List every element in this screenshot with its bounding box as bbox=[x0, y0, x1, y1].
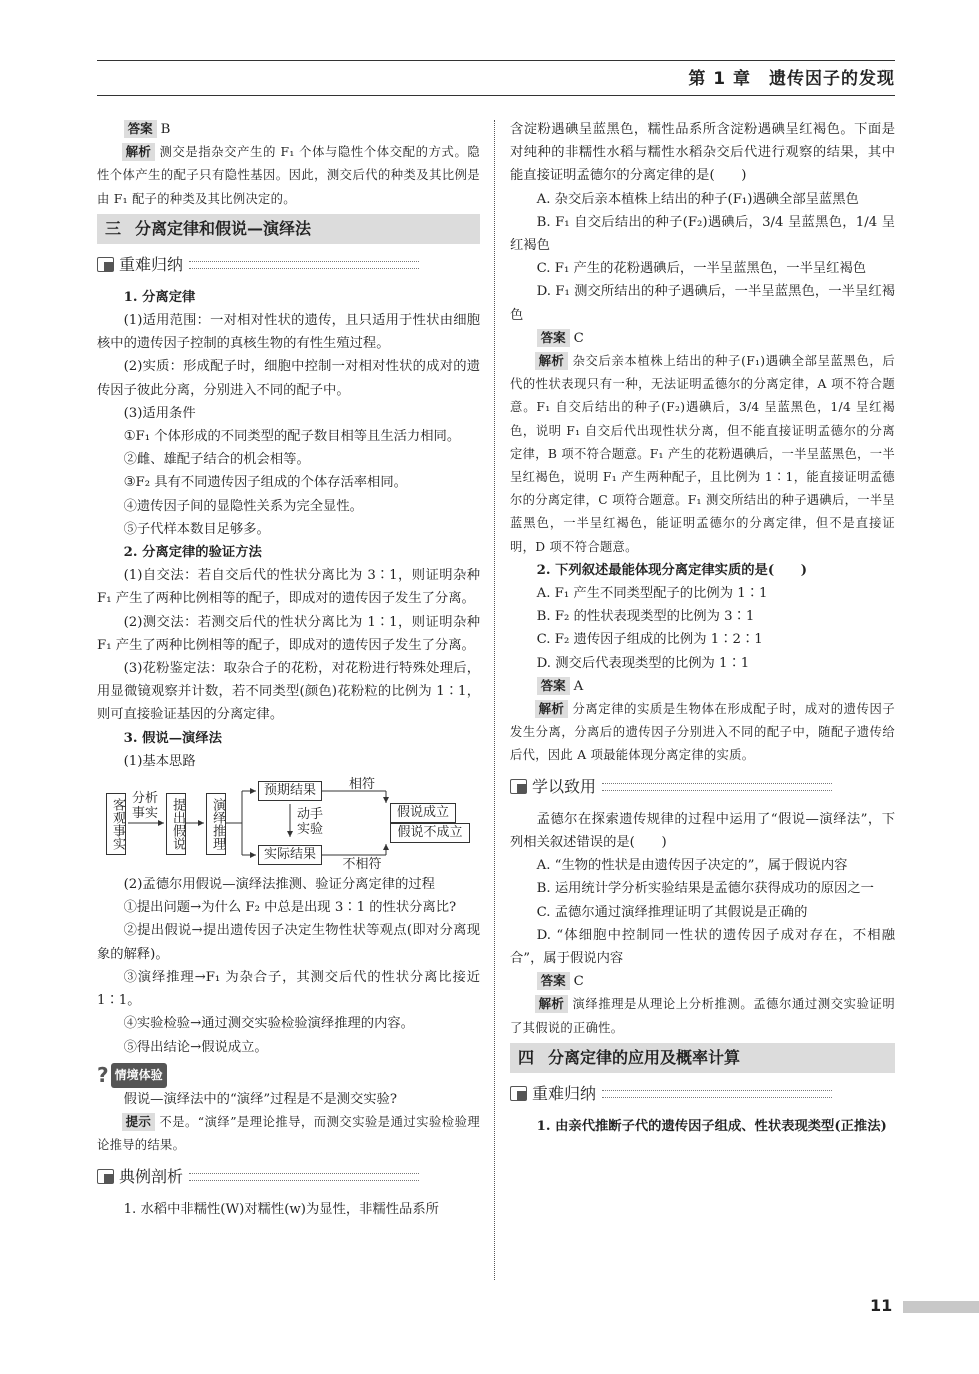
option-b: B. F₁ 自交后结出的种子(F₂)遇碘后，3/4 呈蓝黑色，1/4 呈红褐色 bbox=[510, 214, 895, 254]
answer-value: C bbox=[573, 974, 584, 990]
paragraph: ①提出问题→为什么 F₂ 中总是出现 3∶1 的性状分离比? bbox=[123, 900, 457, 916]
paragraph: 3. 假说—演绎法 bbox=[123, 730, 222, 746]
answer-line bbox=[510, 970, 895, 993]
section-number: 三 bbox=[105, 219, 122, 239]
paragraph: ②雌、雄配子结合的机会相等。 bbox=[123, 452, 310, 468]
analysis-text: 杂交后亲本植株上结出的种子(F₁)遇碘全部呈蓝黑色，后代的性状表现只有一种，无法证明孟德尔的分离定律，A 项不符合题意。F₁ 自交后结出的种子(F₂)遇碘后，3/4 呈蓝黑色，1/4 呈红褐色，说明 F₁ 自交后代出现性状分离，但不能直接证明孟德尔的分离定律，B 项不符合题意。F₁ 产生的花粉遇碘后，一半呈蓝黑色，一半呈红褐色，说明 F₁ 产生两种配子，且比例为 1∶1，能直接证明孟德尔的分离定律，C 项符合题意。F₁ 测交所结出的种子遇碘后，一半呈蓝黑色，一半呈红褐色，能证明孟德尔的分离定律，但不是直接证明，D 项不符合题意。 bbox=[510, 354, 895, 554]
question-2: 2. 下列叙述最能体现分离定律实质的是( ) bbox=[536, 562, 808, 578]
question-1-start: 1. 水稻中非糯性(W)对糯性(w)为显性，非糯性品系所 bbox=[123, 1201, 439, 1217]
paragraph: ③F₂ 具有不同遗传因子组成的个体存活率相同。 bbox=[123, 475, 407, 491]
note-icon bbox=[510, 779, 527, 794]
option-d: D. 测交后代表现类型的比例为 1∶1 bbox=[536, 655, 750, 671]
page-header bbox=[97, 64, 895, 94]
dotted-rule bbox=[602, 783, 832, 791]
paragraph: (1)适用范围：一对相对性状的遗传，且只适用于性状由细胞核中的遗传因子控制的真核生物的有性生殖过程。 bbox=[97, 313, 480, 352]
paragraph: (3)花粉鉴定法：取杂合子的花粉，对花粉进行特殊处理后，用显微镜观察并计数，若不同类型(颜色)花粉粒的比例为 1∶1，则可直接验证基因的分离定律。 bbox=[97, 661, 480, 723]
option-c: C. F₂ 遗传因子组成的比例为 1∶2∶1 bbox=[536, 632, 763, 648]
subheading-text: 重难归纳 bbox=[119, 255, 184, 275]
analysis-paragraph bbox=[510, 993, 895, 1039]
option-a: A. “生物的性状是由遗传因子决定的”，属于假说内容 bbox=[536, 858, 848, 874]
box-hypothesis-fails: 假说不成立 bbox=[390, 823, 470, 843]
paragraph: (1)基本思路 bbox=[123, 753, 196, 769]
hypothesis-deduction-flowchart bbox=[102, 777, 477, 873]
label-analyze-fact: 分析 事实 bbox=[131, 791, 158, 822]
option-b: B. F₂ 的性状表现类型的比例为 3∶1 bbox=[536, 609, 755, 625]
hint-tag: 提示 bbox=[122, 1113, 156, 1131]
scenario-question: 假说—演绎法中的“演绎”过程是不是测交实验? bbox=[123, 1091, 397, 1107]
page-number: 11 bbox=[870, 1296, 893, 1315]
box-propose-hypothesis: 提出假说 bbox=[166, 793, 186, 855]
section-title: 分离定律的应用及概率计算 bbox=[548, 1048, 741, 1068]
answer-tag: 答案 bbox=[124, 120, 157, 138]
analysis-tag: 解析 bbox=[535, 995, 569, 1013]
label-hands-on-experiment: 动手 实验 bbox=[296, 807, 323, 838]
answer-value: B bbox=[160, 122, 171, 137]
analysis-text: 演绎推理是从理论上分析推测。孟德尔通过测交实验证明了其假说的正确性。 bbox=[510, 997, 895, 1035]
answer-tag: 答案 bbox=[537, 677, 570, 695]
answer-tag: 答案 bbox=[537, 972, 570, 990]
left-column bbox=[97, 118, 480, 1221]
analysis-text: 分离定律的实质是生物体在形成配子时，成对的遗传因子发生分离，分离后的遗传因子分别进入不同的配子中，随配子遗传给后代，因此 A 项最能体现分离定律的实质。 bbox=[510, 702, 895, 763]
question-1-continued: 含淀粉遇碘呈蓝黑色，糯性品系所含淀粉遇碘呈红褐色。下面是对纯种的非糯性水稻与糯性水稻杂交后代进行观察的结果，其中能直接证明孟德尔的分离定律的是( ) bbox=[510, 122, 895, 184]
paragraph: ⑤得出结论→假说成立。 bbox=[123, 1039, 268, 1055]
subheading-example bbox=[97, 1162, 480, 1192]
box-expected-result: 预期结果 bbox=[258, 781, 322, 801]
scenario-tag: 情境体验 bbox=[111, 1063, 167, 1088]
option-c: C. F₁ 产生的花粉遇碘后，一半呈蓝黑色，一半呈红褐色 bbox=[536, 261, 867, 277]
analysis-tag: 解析 bbox=[122, 143, 156, 161]
dotted-rule bbox=[189, 261, 419, 269]
analysis-text: 测交是指杂交产生的 F₁ 个体与隐性个体交配的方式。隐性个体产生的配子只有隐性基因。因此，测交后代的种类及其比例是由 F₁ 配子的种类及其比例决定的。 bbox=[97, 145, 480, 206]
analysis-paragraph bbox=[97, 141, 480, 211]
subheading-apply bbox=[510, 772, 895, 802]
scenario-heading bbox=[97, 1063, 480, 1088]
hint-paragraph bbox=[97, 1111, 480, 1157]
section-title: 分离定律和假说—演绎法 bbox=[135, 219, 312, 239]
box-hypothesis-holds: 假说成立 bbox=[390, 803, 456, 823]
dotted-rule bbox=[189, 1173, 419, 1181]
paragraph: (2)实质：形成配子时，细胞中控制一对相对性状的成对的遗传因子彼此分离，分别进入不同的配子中。 bbox=[97, 359, 480, 398]
section-heading-3 bbox=[97, 214, 480, 244]
right-column bbox=[510, 118, 895, 1138]
paragraph: 1. 分离定律 bbox=[123, 289, 196, 305]
dotted-rule bbox=[602, 1090, 832, 1098]
column-divider bbox=[494, 120, 495, 1280]
header-bottom-rule bbox=[97, 95, 895, 96]
option-d: D. F₁ 测交所结出的种子遇碘后，一半呈蓝黑色，一半呈红褐色 bbox=[510, 284, 895, 323]
box-objective-fact: 客观事实 bbox=[106, 793, 126, 855]
hint-text: 不是。“演绎”是理论推导，而测交实验是通过实验检验理论推导的结果。 bbox=[97, 1115, 480, 1153]
header-top-rule bbox=[97, 60, 895, 61]
paragraph: ⑤子代样本数目足够多。 bbox=[123, 521, 270, 537]
section-number: 四 bbox=[518, 1048, 535, 1068]
label-mismatch: 不相符 bbox=[342, 857, 382, 873]
question-icon: ? bbox=[97, 1062, 109, 1087]
option-a: A. 杂交后亲本植株上结出的种子(F₁)遇碘全部呈蓝黑色 bbox=[536, 191, 859, 207]
answer-value: A bbox=[573, 678, 584, 694]
box-deductive-reasoning: 演绎推理 bbox=[206, 793, 226, 855]
analysis-paragraph bbox=[510, 350, 895, 559]
option-b: B. 运用统计学分析实验结果是孟德尔获得成功的原因之一 bbox=[536, 881, 874, 897]
paragraph: (2)孟德尔用假说—演绎法推测、验证分离定律的过程 bbox=[123, 877, 435, 893]
answer-line bbox=[97, 118, 480, 141]
option-c: C. 孟德尔通过演绎推理证明了其假说是正确的 bbox=[536, 904, 808, 920]
subheading-text: 重难归纳 bbox=[532, 1084, 597, 1104]
paragraph: ④实验检验→通过测交实验检验演绎推理的内容。 bbox=[123, 1016, 414, 1032]
page-number-bar bbox=[903, 1301, 979, 1313]
answer-tag: 答案 bbox=[537, 329, 570, 347]
paragraph: (1)自交法：若自交后代的性状分离比为 3∶1，则证明杂种 F₁ 产生了两种比例相等的配子，即成对的遗传因子发生了分离。 bbox=[97, 568, 480, 607]
paragraph: ①F₁ 个体形成的不同类型的配子数目相等且生活力相同。 bbox=[123, 429, 461, 445]
paragraph: (2)测交法：若测交后代的性状分离比为 1∶1，则证明杂种 F₁ 产生了两种比例相等的配子，即成对的遗传因子发生了分离。 bbox=[97, 614, 480, 653]
paragraph: ④遗传因子间的显隐性关系为完全显性。 bbox=[123, 498, 363, 514]
subheading-text: 学以致用 bbox=[532, 777, 597, 797]
note-icon bbox=[510, 1086, 527, 1101]
subheading-key-points bbox=[97, 250, 480, 280]
subheading-text: 典例剖析 bbox=[119, 1166, 184, 1186]
analysis-tag: 解析 bbox=[535, 700, 569, 718]
answer-line bbox=[510, 327, 895, 350]
paragraph: 1. 由亲代推断子代的遗传因子组成、性状表现类型(正推法) bbox=[536, 1118, 887, 1134]
analysis-tag: 解析 bbox=[535, 352, 569, 370]
analysis-paragraph bbox=[510, 698, 895, 768]
box-actual-result: 实际结果 bbox=[258, 845, 322, 865]
paragraph: 2. 分离定律的验证方法 bbox=[123, 545, 262, 561]
chapter-title: 第 1 章 遗传因子的发现 bbox=[688, 69, 895, 89]
label-match: 相符 bbox=[348, 777, 375, 793]
answer-value: C bbox=[573, 330, 584, 346]
paragraph: (3)适用条件 bbox=[123, 405, 196, 421]
option-a: A. F₁ 产生不同类型配子的比例为 1∶1 bbox=[536, 586, 768, 602]
option-d: D. “体细胞中控制同一性状的遗传因子成对存在，不相融合”，属于假说内容 bbox=[510, 927, 895, 966]
subheading-key-points bbox=[510, 1079, 895, 1109]
question-3: 孟德尔在探索遗传规律的过程中运用了“假说—演绎法”，下列相关叙述错误的是( ) bbox=[510, 811, 895, 850]
answer-line bbox=[510, 675, 895, 698]
note-icon bbox=[97, 257, 114, 272]
paragraph: ②提出假说→提出遗传因子决定生物性状等观点(即对分离现象的解释)。 bbox=[97, 923, 480, 962]
section-heading-4 bbox=[510, 1043, 895, 1073]
note-icon bbox=[97, 1169, 114, 1184]
paragraph: ③演绎推理→F₁ 为杂合子，其测交后代的性状分离比接近 1∶1。 bbox=[97, 969, 480, 1009]
